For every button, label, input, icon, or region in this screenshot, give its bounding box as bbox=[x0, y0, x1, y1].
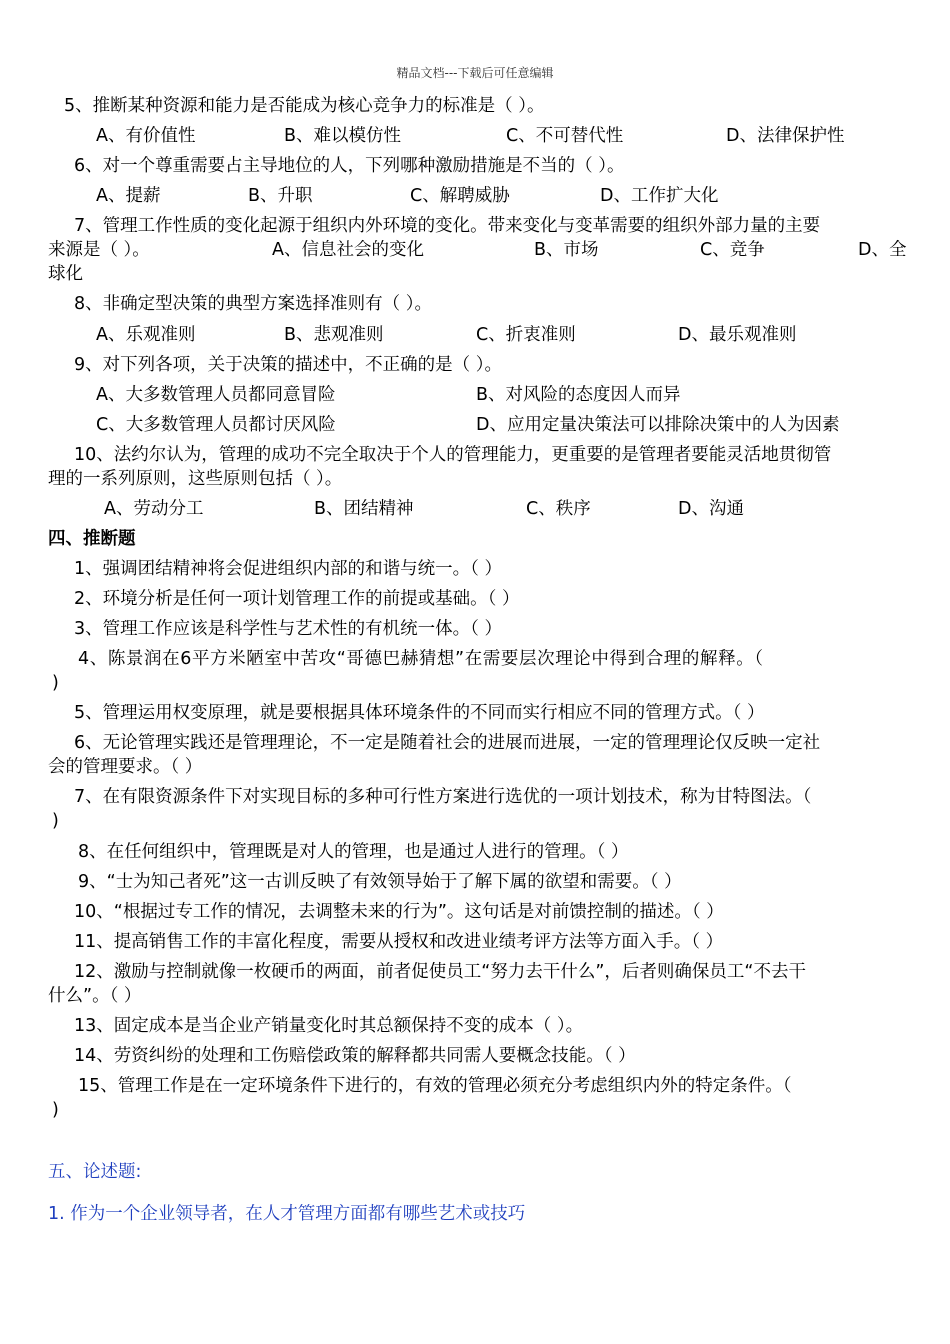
judgment-item-6-line1: 6、无论管理实践还是管理理论，不一定是随着社会的进展而进展，一定的管理理论仅反映一定社 bbox=[74, 733, 821, 753]
judgment-item-12-line1: 12、激励与控制就像一枚硬币的两面，前者促使员工“努力去干什么”，后者则确保员工“不去干 bbox=[74, 962, 806, 982]
judgment-item-3: 3、管理工作应该是科学性与艺术性的有机统一体。（ ） bbox=[74, 619, 502, 639]
question-9-option-a: A、大多数管理人员都同意冒险 bbox=[96, 385, 336, 405]
judgment-item-6-line2: 会的管理要求。（ ） bbox=[48, 757, 203, 777]
question-5-option-b: B、难以模仿性 bbox=[284, 126, 402, 146]
judgment-item-5: 5、管理运用权变原理，就是要根据具体环境条件的不同而实行相应不同的管理方式。（ ） bbox=[74, 703, 765, 723]
question-7-option-a: A、信息社会的变化 bbox=[272, 240, 424, 260]
judgment-item-1: 1、强调团结精神将会促进组织内部的和谐与统一。（ ） bbox=[74, 559, 502, 579]
question-9-stem: 9、对下列各项，关于决策的描述中，不正确的是（ ）。 bbox=[74, 355, 502, 375]
section-4-title: 四、推断题 bbox=[48, 529, 136, 549]
question-7-option-d: D、全 bbox=[858, 240, 907, 260]
question-10-option-a: A、劳动分工 bbox=[104, 499, 204, 519]
question-9-option-c: C、大多数管理人员都讨厌风险 bbox=[96, 415, 336, 435]
essay-question-1: 1. 作为一个企业领导者，在人才管理方面都有哪些艺术或技巧 bbox=[48, 1204, 526, 1224]
judgment-item-7: 7、在有限资源条件下对实现目标的多种可行性方案进行选优的一项计划技术，称为甘特图法。（ bbox=[74, 787, 812, 807]
question-8-option-a: A、乐观准则 bbox=[96, 325, 196, 345]
question-5-option-c: C、不可替代性 bbox=[506, 126, 624, 146]
judgment-item-8: 8、在任何组织中，管理既是对人的管理，也是通过人进行的管理。（ ） bbox=[78, 842, 629, 862]
question-7-stem-line1: 7、管理工作性质的变化起源于组织内外环境的变化。带来变化与变革需要的组织外部力量的主要 bbox=[74, 216, 821, 236]
question-8-stem: 8、非确定型决策的典型方案选择准则有（ ）。 bbox=[74, 294, 432, 314]
question-5-option-d: D、法律保护性 bbox=[726, 126, 845, 146]
judgment-item-15-close: ) bbox=[52, 1100, 59, 1120]
question-10-stem-line2: 理的一系列原则，这些原则包括（ ）。 bbox=[48, 469, 343, 489]
question-6-option-b: B、升职 bbox=[248, 186, 313, 206]
page-header: 精品文档---下载后可任意编辑 bbox=[396, 66, 554, 80]
question-5-stem: 5、推断某种资源和能力是否能成为核心竞争力的标准是（ ）。 bbox=[64, 96, 545, 116]
judgment-item-13: 13、固定成本是当企业产销量变化时其总额保持不变的成本（ ）。 bbox=[74, 1016, 584, 1036]
judgment-item-12-line2: 什么”。（ ） bbox=[48, 986, 142, 1006]
question-8-option-d: D、最乐观准则 bbox=[678, 325, 797, 345]
question-5-option-a: A、有价值性 bbox=[96, 126, 196, 146]
question-7-stem-line2: 来源是（ ）。 bbox=[48, 240, 150, 260]
question-7-stem-line3: 球化 bbox=[48, 264, 83, 284]
question-7-option-b: B、市场 bbox=[534, 240, 599, 260]
judgment-item-4-close: ) bbox=[52, 673, 59, 693]
judgment-item-2: 2、环境分析是任何一项计划管理工作的前提或基础。（ ） bbox=[74, 589, 520, 609]
question-10-stem-line1: 10、法约尔认为，管理的成功不完全取决于个人的管理能力，更重要的是管理者要能灵活地贯彻管 bbox=[74, 445, 832, 465]
question-10-option-c: C、秩序 bbox=[526, 499, 591, 519]
question-8-option-b: B、悲观准则 bbox=[284, 325, 384, 345]
question-6-option-a: A、提薪 bbox=[96, 186, 161, 206]
judgment-item-9: 9、“士为知己者死”这一古训反映了有效领导始于了解下属的欲望和需要。（ ） bbox=[78, 872, 682, 892]
question-10-option-b: B、团结精神 bbox=[314, 499, 414, 519]
question-8-option-c: C、折衷准则 bbox=[476, 325, 576, 345]
question-6-stem: 6、对一个尊重需要占主导地位的人，下列哪种激励措施是不当的（ ）。 bbox=[74, 156, 625, 176]
question-9-option-d: D、应用定量决策法可以排除决策中的人为因素 bbox=[476, 415, 840, 435]
question-6-option-d: D、工作扩大化 bbox=[600, 186, 719, 206]
question-9-option-b: B、对风险的态度因人而异 bbox=[476, 385, 681, 405]
question-7-option-c: C、竞争 bbox=[700, 240, 765, 260]
judgment-item-7-close: ) bbox=[52, 811, 59, 831]
judgment-item-4: 4、陈景润在6平方米陋室中苦攻“哥德巴赫猜想”在需要层次理论中得到合理的解释。（ bbox=[78, 649, 764, 669]
judgment-item-11: 11、提高销售工作的丰富化程度，需要从授权和改进业绩考评方法等方面入手。（ ） bbox=[74, 932, 724, 952]
question-10-option-d: D、沟通 bbox=[678, 499, 744, 519]
section-5-title: 五、论述题: bbox=[48, 1162, 142, 1182]
judgment-item-14: 14、劳资纠纷的处理和工伤赔偿政策的解释都共同需人要概念技能。（ ） bbox=[74, 1046, 636, 1066]
question-6-option-c: C、解聘威胁 bbox=[410, 186, 510, 206]
judgment-item-10: 10、“根据过专工作的情况，去调整未来的行为”。这句话是对前馈控制的描述。（ ） bbox=[74, 902, 724, 922]
judgment-item-15: 15、管理工作是在一定环境条件下进行的，有效的管理必须充分考虑组织内外的特定条件。（ bbox=[78, 1076, 792, 1096]
